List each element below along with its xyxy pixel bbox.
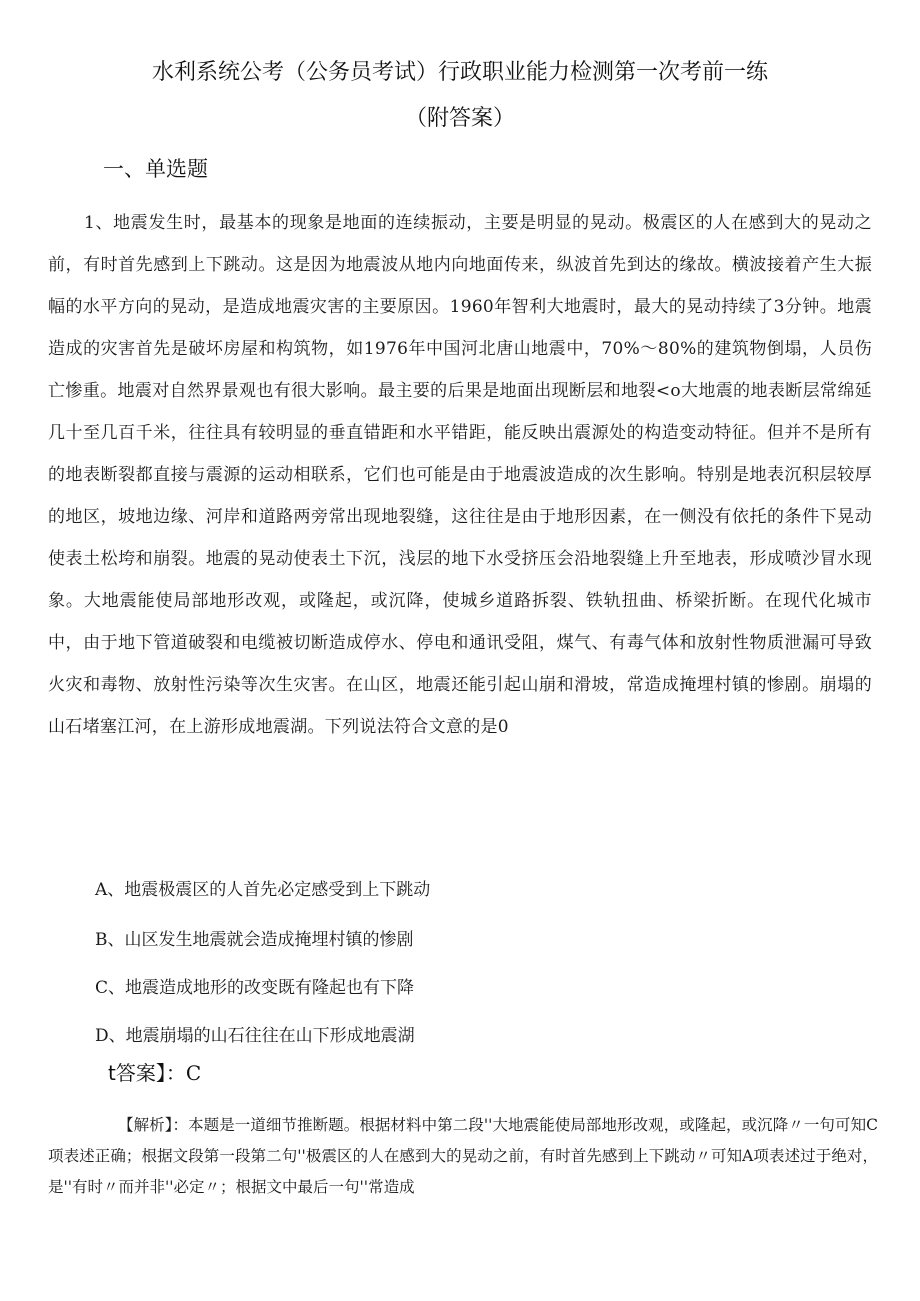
option-c: C、地震造成地形的改变既有隆起也有下降 [95,978,415,998]
answer-value: C [185,1061,202,1085]
option-a: A、地震极震区的人首先必定感受到上下跳动 [95,880,431,900]
analysis-text: 【解析】：本题是一道细节推断题。根据材料中第二段''大地震能使局部地形改观，或隆起，或沉降〃一句可知C项表述正确；根据文段第一段第二句''极震区的人在感到大的晃动之前，有时首先感到上下跳动〃可知A项表述过于绝对，是''有时〃而并非''必定〃；根据文中最后一句''常造成 [48,1116,878,1196]
option-b: B、山区发生地震就会造成掩埋村镇的惨剧 [95,930,414,950]
question-stem: 1、地震发生时，最基本的现象是地面的连续振动，主要是明显的晃动。极震区的人在感到大的晃动之前，有时首先感到上下跳动。这是因为地震波从地内向地面传来，纵波首先到达的缘故。横波接着产生大振幅的水平方向的晃动，是造成地震灾害的主要原因。1960年智利大地震时，最大的晃动持续了3分钟。地震造成的灾害首先是破坏房屋和构筑物，如1976年中国河北唐山地震中，70%～80%的建筑物倒塌，人员伤亡惨重。地震对自然界景观也有很大影响。最主要的后果是地面出现断层和地裂<o大地震的地表断层常绵延几十至几百千米，往往具有较明显的垂直错距和水平错距，能反映出震源处的构造变动特征。但并不是所有的地表断裂都直接与震源的运动相联系，它们也可能是由于地震波造成的次生影响。特别是地表沉积层较厚的地区，坡地边缘、河岸和道路两旁常出现地裂缝，这往往是由于地形因素，在一侧没有依托的条件下晃动使表土松垮和崩裂。地震的晃动使表土下沉，浅层的地下水受挤压会沿地裂缝上升至地表，形成喷沙冒水现象。大地震能使局部地形改观，或隆起，或沉降，使城乡道路拆裂、铁轨扭曲、桥梁折断。在现代化城市中，由于地下管道破裂和电缆被切断造成停水、停电和通讯受阻，煤气、有毒气体和放射性物质泄漏可导致火灾和毒物、放射性污染等次生灾害。在山区，地震还能引起山崩和滑坡，常造成掩埋村镇的惨剧。崩塌的山石堵塞江河，在上游形成地震湖。下列说法符合文意的是0 [48,213,872,737]
document-title: 水利系统公考（公务员考试）行政职业能力检测第一次考前一练 [151,60,768,85]
answer-line [108,1058,201,1088]
answer-label: t答案】： [108,1061,186,1085]
document-subtitle: （附答案） [404,106,515,131]
option-d: D、地震崩塌的山石往往在山下形成地震湖 [95,1026,415,1046]
section-heading: 一、单选题 [103,157,208,181]
